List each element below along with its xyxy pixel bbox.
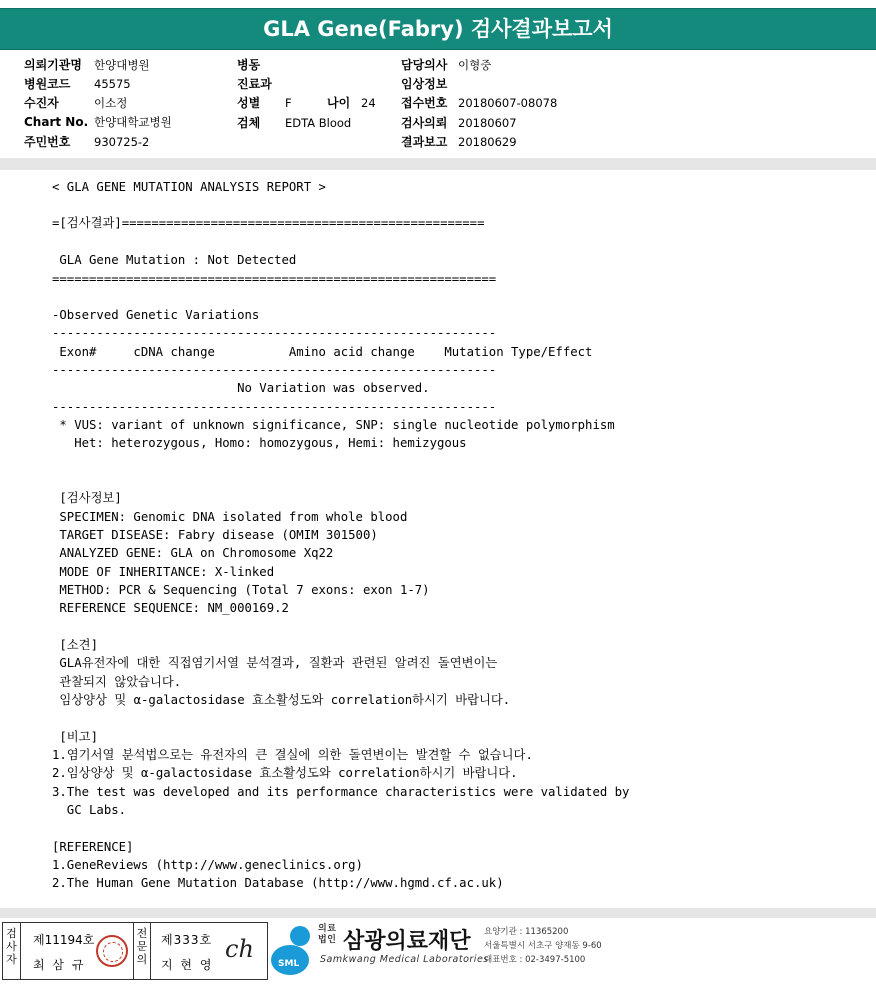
report-title: GLA Gene(Fabry) 검사결과보고서 (0, 8, 876, 50)
report-line: No Variation was observed. (52, 381, 430, 395)
report-line: 임상양상 및 α-galactosidase 효소활성도와 correlation하시기 바랍니다. (52, 693, 511, 707)
org-address: 서울특별시 서초구 양재동 9-60 (484, 941, 602, 951)
info-value: 24 (361, 96, 376, 110)
info-row (401, 114, 517, 131)
report-line: =[검사결과]================================================= (52, 216, 485, 230)
report-line: [검사정보] (52, 491, 122, 505)
report-line: Exon# cDNA change Amino acid change Mutation Type/Effect (52, 345, 593, 359)
signature-box (2, 922, 268, 980)
sml-logo-icon (270, 924, 316, 976)
info-row (401, 75, 458, 92)
info-value: 한양대병원 (94, 58, 150, 72)
report-line: 3.The test was developed and its performance characteristics were validated by (52, 785, 630, 799)
report-line: 2.The Human Gene Mutation Database (http://www.hgmd.cf.ac.uk) (52, 876, 504, 890)
info-value: EDTA Blood (285, 116, 352, 130)
section-divider (0, 158, 876, 170)
report-line: ------------------------------------------------------------ (52, 363, 497, 377)
info-row (401, 56, 491, 73)
report-line: SPECIMEN: Genomic DNA isolated from whole blood (52, 510, 408, 524)
report-line: 1.염기서열 분석법으로는 유전자의 큰 결실에 의한 돌연변이는 발견할 수 없습니다. (52, 748, 533, 762)
info-value: F (285, 96, 292, 110)
inspector-label: 검사자 (3, 923, 21, 979)
info-row (24, 114, 172, 130)
info-row (237, 114, 351, 131)
reviewer-license: 제333호 (161, 933, 213, 947)
report-line: < GLA GENE MUTATION ANALYSIS REPORT > (52, 180, 326, 194)
info-row (24, 75, 131, 92)
report-line: 1.GeneReviews (http://www.geneclinics.org) (52, 858, 363, 872)
report-line: TARGET DISEASE: Fabry disease (OMIM 301500) (52, 528, 378, 542)
reviewer-name: 지 현 영 (161, 958, 214, 972)
info-label: 진료과 (237, 77, 272, 91)
logo-text: SML (278, 959, 300, 969)
info-label: 수진자 (24, 96, 59, 110)
info-value: 20180607 (458, 116, 517, 130)
report-line: REFERENCE SEQUENCE: NM_000169.2 (52, 601, 289, 615)
report-line: ANALYZED GENE: GLA on Chromosome Xq22 (52, 546, 334, 560)
info-label: 의뢰기관명 (24, 58, 82, 72)
info-label: 병원코드 (24, 77, 71, 91)
info-value: 이소정 (94, 96, 128, 110)
report-line: 관찰되지 않았습니다. (52, 675, 182, 689)
info-row (237, 56, 285, 73)
info-value: 930725-2 (94, 135, 150, 149)
org-code: 요양기관 : 11365200 (484, 927, 569, 937)
report-line: ------------------------------------------------------------ (52, 400, 497, 414)
info-value: 한양대학교병원 (94, 115, 172, 129)
inspector-license: 제11194호 (33, 933, 95, 947)
info-label: 검체 (237, 116, 261, 130)
report-line: -Observed Genetic Variations (52, 308, 260, 322)
info-value: 45575 (94, 77, 131, 91)
report-line: MODE OF INHERITANCE: X-linked (52, 565, 275, 579)
info-value: 20180607-08078 (458, 96, 558, 110)
info-label: 검사의뢰 (401, 116, 448, 130)
info-label: 성별 (237, 96, 261, 110)
info-value: 이형중 (458, 58, 492, 72)
report-line: [비고] (52, 730, 98, 744)
report-line: Het: heterozygous, Homo: homozygous, Hemi: hemizygous (52, 436, 467, 450)
report-line: ------------------------------------------------------------ (52, 326, 497, 340)
report-line: METHOD: PCR & Sequencing (Total 7 exons: exon 1-7) (52, 583, 430, 597)
info-label: 접수번호 (401, 96, 448, 110)
info-label: Chart No. (24, 115, 89, 129)
signature-footer (0, 918, 876, 987)
info-label: 담당의사 (401, 58, 448, 72)
info-row (401, 133, 517, 150)
report-line: GLA유전자에 대한 직접염기서열 분석결과, 질환과 관련된 알려진 돌연변이는 (52, 656, 498, 670)
inspector-seal-icon (96, 935, 128, 967)
info-label: 임상정보 (401, 77, 448, 91)
info-label: 주민번호 (24, 135, 71, 149)
section-divider (0, 908, 876, 918)
report-line: 2.임상양상 및 α-galactosidase 효소활성도와 correlation하시기 바랍니다. (52, 766, 518, 780)
org-english-name: Samkwang Medical Laboratories (320, 954, 489, 965)
org-badge: 의료법인 (318, 924, 337, 945)
info-row (401, 94, 557, 111)
report-line: [소견] (52, 638, 98, 652)
info-label: 나이 (327, 96, 351, 110)
reviewer-label: 전문의 (133, 923, 151, 979)
info-value: 20180629 (458, 135, 517, 149)
report-line: ============================================================ (52, 272, 497, 286)
report-line: [REFERENCE] (52, 840, 134, 854)
info-label: 병동 (237, 58, 261, 72)
report-line: GC Labs. (52, 803, 127, 817)
info-row-age (327, 94, 376, 111)
info-row (237, 94, 292, 111)
info-label: 결과보고 (401, 135, 448, 149)
inspector-name: 최 삼 규 (33, 958, 86, 972)
report-line: GLA Gene Mutation : Not Detected (52, 253, 297, 267)
reviewer-signature: ch (225, 935, 254, 963)
patient-info-panel (0, 56, 876, 154)
info-row (24, 56, 150, 73)
org-name: 삼광의료재단 (343, 929, 471, 954)
info-row (237, 75, 285, 92)
org-phone: 대표번호 : 02-3497-5100 (484, 955, 586, 965)
report-line: * VUS: variant of unknown significance, SNP: single nucleotide polymorphism (52, 418, 615, 432)
info-row (24, 133, 149, 150)
info-row (24, 94, 127, 111)
